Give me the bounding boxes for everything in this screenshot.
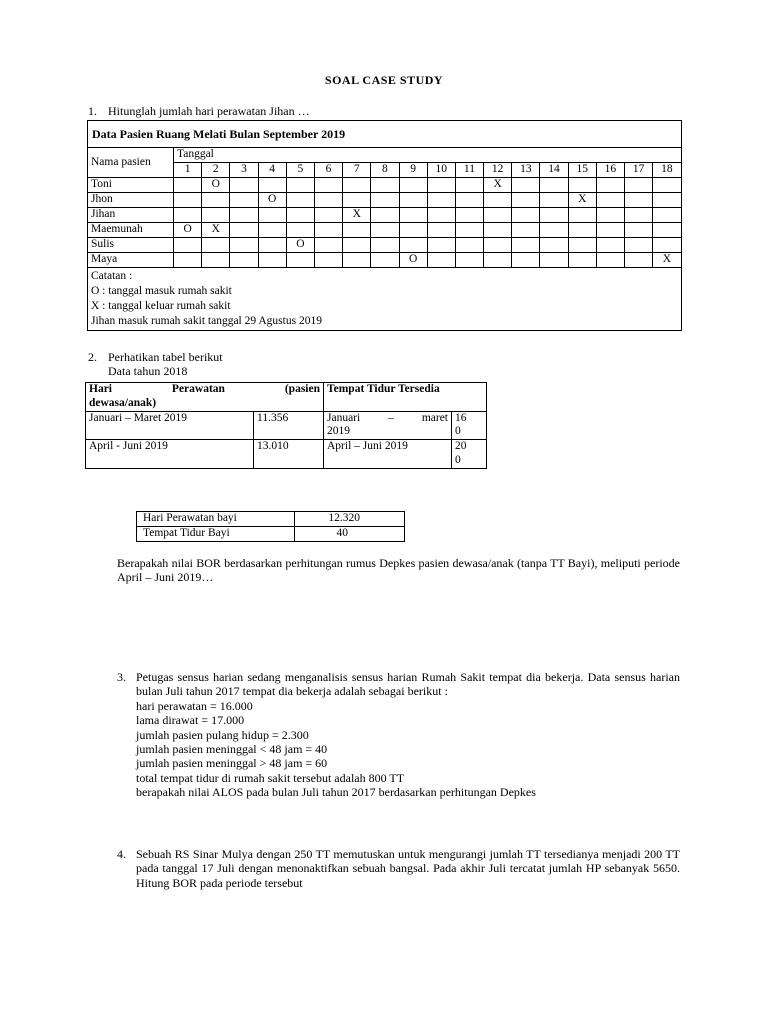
mark-cell (653, 208, 681, 223)
date-cell: 10 (427, 163, 455, 178)
mark-cell (568, 223, 596, 238)
mark-cell (371, 223, 399, 238)
mark-cell (427, 178, 455, 193)
tt-period-cell: April – Juni 2019 (324, 440, 452, 469)
table-row (88, 193, 682, 208)
mark-cell (625, 178, 653, 193)
question-number: 4. (117, 847, 126, 861)
question-1-heading (88, 104, 310, 118)
mark-cell (286, 193, 314, 208)
table-row (88, 238, 682, 253)
patient-name: Maemunah (88, 223, 174, 238)
question-text: Hitunglah jumlah hari perawatan Jihan … (108, 104, 310, 118)
label-cell: Tempat Tidur Bayi (137, 526, 295, 541)
page-title: SOAL CASE STUDY (324, 73, 444, 87)
mark-cell: X (568, 193, 596, 208)
table-row (88, 208, 682, 223)
mark-cell: X (484, 178, 512, 193)
date-cell: 13 (512, 163, 540, 178)
mark-cell (484, 208, 512, 223)
question-text: Sebuah RS Sinar Mulya dengan 250 TT memutuskan untuk mengurangi jumlah TT tersedianya menjadi 200 TT pada tanggal 17 Juli dengan menonaktifkan sebuah bangsal. Pada akhir Juli tercatat jumlah HP sebanyak 5650. Hitung BOR pada periode tersebut (136, 847, 680, 890)
period-cell: Januari – Maret 2019 (86, 411, 254, 440)
mark-cell (371, 178, 399, 193)
mark-cell: O (202, 178, 230, 193)
mark-cell (286, 178, 314, 193)
mark-cell: X (653, 253, 681, 268)
question-text: Petugas sensus harian sedang menganalisis sensus harian Rumah Sakit tempat dia bekerja. Data sensus harian bulan Juli tahun 2017 tempat dia bekerja adalah sebagai berikut : (136, 670, 680, 699)
hp-cell: 11.356 (254, 411, 324, 440)
data-line: lama dirawat = 17.000 (136, 713, 245, 728)
mark-cell (314, 238, 342, 253)
patient-name: Jhon (88, 193, 174, 208)
mark-cell (540, 238, 568, 253)
mark-cell (230, 193, 258, 208)
mark-cell (343, 193, 371, 208)
mark-cell (258, 223, 286, 238)
mark-cell (568, 178, 596, 193)
question-number: 1. (88, 104, 97, 118)
col-header-tempat-tidur: Tempat Tidur Tersedia (324, 383, 487, 412)
mark-cell (596, 178, 624, 193)
mark-cell (371, 208, 399, 223)
mark-cell (455, 238, 483, 253)
mark-cell: X (202, 223, 230, 238)
mark-cell (258, 238, 286, 253)
date-row (88, 163, 682, 178)
question-3 (117, 670, 680, 800)
data-line: jumlah pasien meninggal < 48 jam = 40 (136, 741, 328, 756)
mark-cell (568, 238, 596, 253)
mark-cell (484, 193, 512, 208)
mark-cell: O (399, 253, 427, 268)
mark-cell: O (286, 238, 314, 253)
mark-cell (314, 223, 342, 238)
question-number: 2. (88, 350, 97, 364)
mark-cell (455, 208, 483, 223)
mark-cell (258, 253, 286, 268)
question-4 (117, 847, 680, 890)
mark-cell (314, 208, 342, 223)
data-line: jumlah pasien pulang hidup = 2.300 (136, 727, 309, 742)
data-line: berapakah nilai ALOS pada bulan Juli tahun 2017 berdasarkan perhitungan Depkes (136, 785, 536, 800)
mark-cell (174, 238, 202, 253)
mark-cell (568, 208, 596, 223)
note-line: O : tanggal masuk rumah sakit (91, 285, 232, 297)
mark-cell (399, 238, 427, 253)
table-row (86, 411, 487, 440)
mark-cell (343, 178, 371, 193)
table-row (88, 178, 682, 193)
date-cell: 1 (174, 163, 202, 178)
mark-cell (484, 223, 512, 238)
tt-period-cell: Januari – maret 2019 (324, 411, 452, 440)
mark-cell (540, 193, 568, 208)
mark-cell (596, 208, 624, 223)
table-title-row (88, 121, 682, 148)
mark-cell (343, 253, 371, 268)
table-row (137, 526, 405, 541)
question-number: 3. (117, 670, 126, 684)
value-cell: 12.320 (295, 512, 405, 527)
mark-cell (512, 208, 540, 223)
mark-cell (455, 193, 483, 208)
mark-cell (484, 238, 512, 253)
mark-cell (540, 253, 568, 268)
mark-cell (230, 238, 258, 253)
label-cell: Hari Perawatan bayi (137, 512, 295, 527)
col-header-name: Nama pasien (88, 148, 174, 178)
table-header-row (86, 383, 487, 412)
patient-name: Maya (88, 253, 174, 268)
question-2-text: Berapakah nilai BOR berdasarkan perhitungan rumus Depkes pasien dewasa/anak (tanpa TT Bayi), meliputi periode April – Juni 2019… (117, 556, 680, 585)
date-cell: 7 (343, 163, 371, 178)
mark-cell (455, 223, 483, 238)
table-row (88, 223, 682, 238)
mark-cell (455, 178, 483, 193)
mark-cell (540, 178, 568, 193)
mark-cell: O (174, 223, 202, 238)
mark-cell (202, 253, 230, 268)
mark-cell (286, 253, 314, 268)
date-cell: 12 (484, 163, 512, 178)
mark-cell (230, 208, 258, 223)
mark-cell (399, 208, 427, 223)
table-row (86, 440, 487, 469)
mark-cell (174, 208, 202, 223)
mark-cell: O (258, 193, 286, 208)
date-cell: 8 (371, 163, 399, 178)
mark-cell (455, 253, 483, 268)
patient-table (87, 120, 682, 331)
note-line: Jihan masuk rumah sakit tanggal 29 Agustus 2019 (91, 315, 322, 327)
mark-cell (625, 223, 653, 238)
mark-cell (202, 208, 230, 223)
date-cell: 2 (202, 163, 230, 178)
table-notes (88, 268, 682, 331)
mark-cell (286, 208, 314, 223)
patient-name: Jihan (88, 208, 174, 223)
patient-name: Sulis (88, 238, 174, 253)
mark-cell (596, 253, 624, 268)
mark-cell (314, 193, 342, 208)
mark-cell (596, 193, 624, 208)
date-cell: 18 (653, 163, 681, 178)
mark-cell (371, 193, 399, 208)
mark-cell (202, 238, 230, 253)
patient-name: Toni (88, 178, 174, 193)
date-cell: 4 (258, 163, 286, 178)
mark-cell (230, 178, 258, 193)
mark-cell (427, 193, 455, 208)
mark-cell (512, 178, 540, 193)
mark-cell (174, 253, 202, 268)
question-2-heading (88, 350, 223, 364)
mark-cell (540, 223, 568, 238)
col-header-hari-perawatan: Hari Perawatan (pasien dewasa/anak) (86, 383, 324, 412)
data-line: total tempat tidur di rumah sakit tersebut adalah 800 TT (136, 770, 405, 785)
question-2-subheading: Data tahun 2018 (108, 364, 188, 378)
mark-cell (258, 178, 286, 193)
mark-cell: X (343, 208, 371, 223)
mark-cell (653, 223, 681, 238)
mark-cell (343, 223, 371, 238)
infant-table (136, 511, 405, 542)
date-cell: 15 (568, 163, 596, 178)
date-cell: 17 (625, 163, 653, 178)
data-line: hari perawatan = 16.000 (136, 698, 253, 713)
mark-cell (512, 223, 540, 238)
note-line: Catatan : (91, 270, 133, 282)
mark-cell (230, 223, 258, 238)
mark-cell (484, 253, 512, 268)
mark-cell (174, 193, 202, 208)
question-text: Perhatikan tabel berikut (108, 350, 223, 364)
date-cell: 9 (399, 163, 427, 178)
tt-value-cell: 16 0 (452, 411, 487, 440)
tt-value-cell: 20 0 (452, 440, 487, 469)
mark-cell (653, 193, 681, 208)
mark-cell (653, 178, 681, 193)
notes-row (88, 268, 682, 331)
hp-cell: 13.010 (254, 440, 324, 469)
mark-cell (427, 208, 455, 223)
mark-cell (202, 193, 230, 208)
bed-days-table (85, 382, 487, 469)
date-cell: 5 (286, 163, 314, 178)
mark-cell (286, 223, 314, 238)
mark-cell (512, 253, 540, 268)
mark-cell (427, 223, 455, 238)
mark-cell (512, 193, 540, 208)
period-cell: April - Juni 2019 (86, 440, 254, 469)
mark-cell (371, 238, 399, 253)
table-row (88, 253, 682, 268)
mark-cell (371, 253, 399, 268)
mark-cell (596, 238, 624, 253)
value-cell: 40 (295, 526, 405, 541)
date-cell: 6 (314, 163, 342, 178)
mark-cell (596, 223, 624, 238)
date-cell: 14 (540, 163, 568, 178)
col-header-date: Tanggal (174, 148, 682, 163)
mark-cell (399, 178, 427, 193)
mark-cell (568, 253, 596, 268)
mark-cell (653, 238, 681, 253)
table-row (137, 512, 405, 527)
mark-cell (399, 193, 427, 208)
note-line: X : tanggal keluar rumah sakit (91, 300, 231, 312)
mark-cell (427, 253, 455, 268)
mark-cell (625, 238, 653, 253)
mark-cell (427, 238, 455, 253)
mark-cell (230, 253, 258, 268)
mark-cell (174, 178, 202, 193)
mark-cell (314, 178, 342, 193)
mark-cell (399, 223, 427, 238)
header-row (88, 148, 682, 163)
mark-cell (625, 193, 653, 208)
mark-cell (625, 208, 653, 223)
mark-cell (512, 238, 540, 253)
mark-cell (625, 253, 653, 268)
data-line: jumlah pasien meninggal > 48 jam = 60 (136, 756, 328, 771)
date-cell: 16 (596, 163, 624, 178)
date-cell: 11 (455, 163, 483, 178)
mark-cell (540, 208, 568, 223)
mark-cell (258, 208, 286, 223)
date-cell: 3 (230, 163, 258, 178)
table-title: Data Pasien Ruang Melati Bulan September 2019 (88, 121, 682, 148)
mark-cell (314, 253, 342, 268)
mark-cell (343, 238, 371, 253)
